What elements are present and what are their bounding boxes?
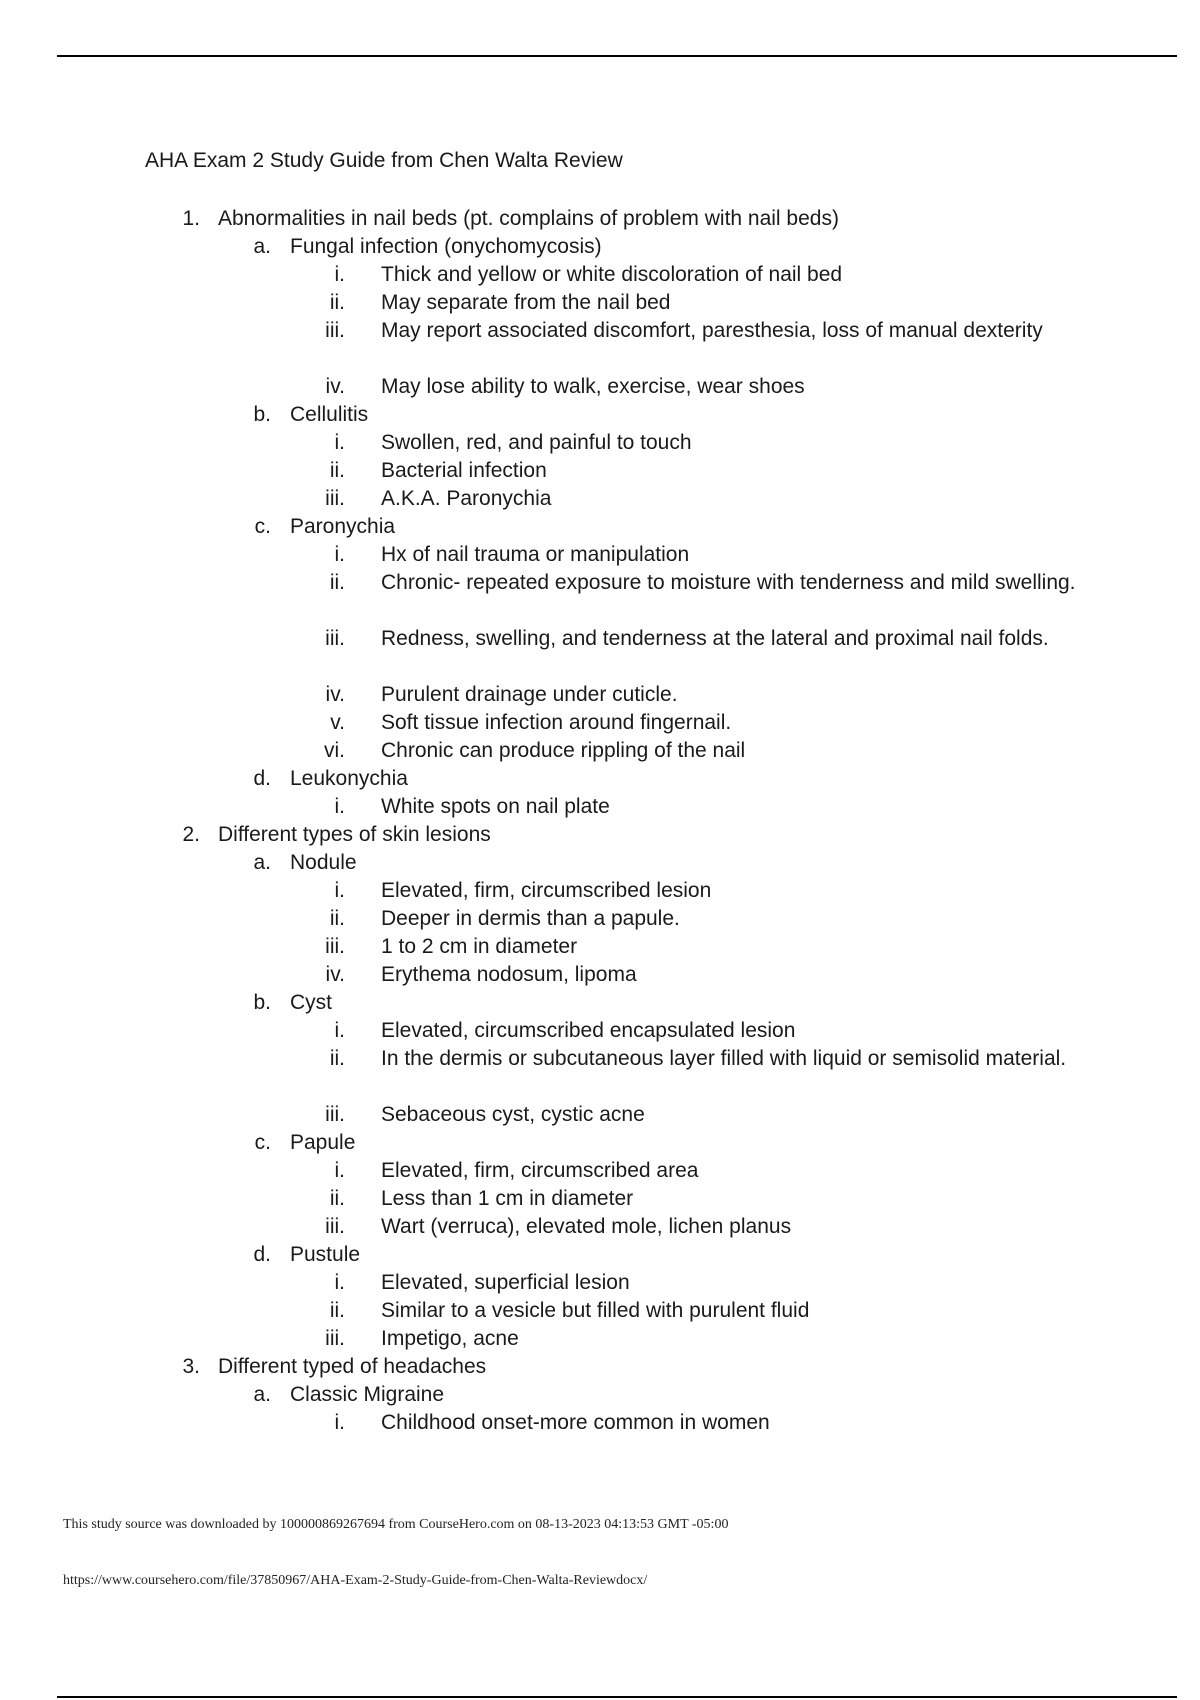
list-item-text: White spots on nail plate — [381, 795, 610, 818]
detail-item — [0, 1297, 1200, 1325]
top-rule — [57, 55, 1177, 57]
list-item-text: Different types of skin lesions — [218, 823, 491, 846]
list-marker: ii. — [329, 459, 345, 482]
detail-item — [0, 1157, 1200, 1185]
detail-item — [0, 1045, 1200, 1101]
list-marker: a. — [253, 235, 271, 258]
list-item-text: In the dermis or subcutaneous layer filled with liquid or semisolid material. — [381, 1047, 1067, 1070]
detail-item — [0, 457, 1200, 485]
list-item-text: Deeper in dermis than a papule. — [381, 907, 680, 930]
detail-item — [0, 933, 1200, 961]
list-item-text: Sebaceous cyst, cystic acne — [381, 1103, 645, 1126]
list-marker: i. — [334, 1019, 345, 1042]
list-marker: ii. — [329, 1299, 345, 1322]
list-marker: i. — [334, 431, 345, 454]
detail-item — [0, 793, 1200, 821]
detail-item — [0, 625, 1200, 681]
detail-item — [0, 1325, 1200, 1353]
list-item-text: Elevated, circumscribed encapsulated lesion — [381, 1019, 796, 1042]
list-marker: iii. — [325, 935, 345, 958]
detail-item — [0, 737, 1200, 765]
list-item-text: Nodule — [290, 851, 357, 874]
list-item-text: Paronychia — [290, 515, 396, 538]
detail-item — [0, 1017, 1200, 1045]
list-marker: i. — [334, 263, 345, 286]
list-item-text: Cellulitis — [290, 403, 369, 426]
list-item-text: Hx of nail trauma or manipulation — [381, 543, 690, 566]
list-marker: ii. — [329, 1047, 345, 1070]
list-item-text: Different typed of headaches — [218, 1355, 487, 1378]
list-item-text: Thick and yellow or white discoloration of nail bed — [381, 263, 843, 286]
list-marker: ii. — [329, 907, 345, 930]
list-item-text: Classic Migraine — [290, 1383, 445, 1406]
detail-item — [0, 429, 1200, 457]
list-item-text: Elevated, firm, circumscribed area — [381, 1159, 699, 1182]
detail-item — [0, 709, 1200, 737]
detail-item — [0, 681, 1200, 709]
detail-item — [0, 1185, 1200, 1213]
detail-item — [0, 541, 1200, 569]
list-item-text: Abnormalities in nail beds (pt. complains of problem with nail beds) — [218, 207, 839, 230]
download-source-note: This study source was downloaded by 100000869267694 from CourseHero.com on 08-13-2023 04:13:53 GMT -05:00 — [63, 1517, 729, 1532]
list-marker: 3. — [182, 1355, 200, 1378]
subsection-item — [0, 849, 1200, 877]
detail-item — [0, 261, 1200, 289]
subsection-item — [0, 1241, 1200, 1269]
list-item-text: Elevated, superficial lesion — [381, 1271, 630, 1294]
list-marker: iii. — [325, 1215, 345, 1238]
list-marker: a. — [253, 851, 271, 874]
subsection-item — [0, 1381, 1200, 1409]
list-marker: d. — [253, 1243, 271, 1266]
list-marker: a. — [253, 1383, 271, 1406]
section-item — [0, 205, 1200, 233]
list-item-text: Wart (verruca), elevated mole, lichen planus — [381, 1215, 792, 1238]
list-marker: v. — [330, 711, 345, 734]
list-item-text: Impetigo, acne — [381, 1327, 519, 1350]
list-marker: iii. — [325, 1103, 345, 1126]
list-item-text: Less than 1 cm in diameter — [381, 1187, 634, 1210]
list-marker: iii. — [325, 319, 345, 342]
list-marker: ii. — [329, 291, 345, 314]
list-marker: i. — [334, 879, 345, 902]
list-marker: 1. — [182, 207, 200, 230]
list-marker: b. — [253, 991, 271, 1014]
detail-item — [0, 1409, 1200, 1437]
detail-item — [0, 961, 1200, 989]
subsection-item — [0, 233, 1200, 261]
subsection-item — [0, 513, 1200, 541]
list-marker: iv. — [325, 375, 345, 398]
list-marker: c. — [254, 515, 271, 538]
list-marker: iv. — [325, 963, 345, 986]
detail-item — [0, 1269, 1200, 1297]
detail-item — [0, 485, 1200, 513]
list-item-text: Chronic- repeated exposure to moisture with tenderness and mild swelling. — [381, 571, 1076, 594]
list-marker: i. — [334, 1271, 345, 1294]
list-marker: ii. — [329, 1187, 345, 1210]
detail-item — [0, 1213, 1200, 1241]
detail-item — [0, 289, 1200, 317]
list-item-text: May lose ability to walk, exercise, wear shoes — [381, 375, 805, 398]
list-item-text: Pustule — [290, 1243, 361, 1266]
list-marker: iii. — [325, 627, 345, 650]
list-item-text: Elevated, firm, circumscribed lesion — [381, 879, 712, 902]
list-marker: b. — [253, 403, 271, 426]
source-url[interactable]: https://www.coursehero.com/file/37850967/AHA-Exam-2-Study-Guide-from-Chen-Walta-Reviewdocx/ — [63, 1573, 648, 1588]
list-item-text: Leukonychia — [290, 767, 408, 790]
list-item-text: Childhood onset-more common in women — [381, 1411, 770, 1434]
subsection-item — [0, 1129, 1200, 1157]
section-item — [0, 1353, 1200, 1381]
list-marker: iii. — [325, 487, 345, 510]
list-marker: c. — [254, 1131, 271, 1154]
detail-item — [0, 905, 1200, 933]
detail-item — [0, 569, 1200, 625]
list-item-text: Purulent drainage under cuticle. — [381, 683, 678, 706]
bottom-rule — [57, 1696, 1177, 1698]
subsection-item — [0, 401, 1200, 429]
subsection-item — [0, 989, 1200, 1017]
list-marker: vi. — [324, 739, 345, 762]
list-item-text: A.K.A. Paronychia — [381, 487, 552, 510]
list-item-text: Bacterial infection — [381, 459, 547, 482]
list-marker: iv. — [325, 683, 345, 706]
list-marker: i. — [334, 1411, 345, 1434]
list-item-text: Papule — [290, 1131, 356, 1154]
list-marker: ii. — [329, 571, 345, 594]
list-marker: i. — [334, 1159, 345, 1182]
subsection-item — [0, 765, 1200, 793]
list-item-text: Fungal infection (onychomycosis) — [290, 235, 602, 258]
detail-item — [0, 373, 1200, 401]
list-item-text: May report associated discomfort, paresthesia, loss of manual dexterity — [381, 319, 1043, 342]
detail-item — [0, 1101, 1200, 1129]
detail-item — [0, 317, 1200, 373]
list-item-text: Chronic can produce rippling of the nail — [381, 739, 746, 762]
list-item-text: Similar to a vesicle but filled with purulent fluid — [381, 1299, 810, 1322]
list-item-text: Erythema nodosum, lipoma — [381, 963, 637, 986]
detail-item — [0, 877, 1200, 905]
list-item-text: Redness, swelling, and tenderness at the lateral and proximal nail folds. — [381, 627, 1049, 650]
study-guide-outline — [0, 205, 1200, 1437]
list-marker: d. — [253, 767, 271, 790]
list-item-text: Swollen, red, and painful to touch — [381, 431, 692, 454]
list-item-text: Soft tissue infection around fingernail. — [381, 711, 732, 734]
list-item-text: May separate from the nail bed — [381, 291, 671, 314]
section-item — [0, 821, 1200, 849]
list-item-text: Cyst — [290, 991, 332, 1014]
document-title: AHA Exam 2 Study Guide from Chen Walta Review — [145, 149, 623, 172]
list-marker: 2. — [182, 823, 200, 846]
list-item-text: 1 to 2 cm in diameter — [381, 935, 578, 958]
list-marker: i. — [334, 543, 345, 566]
list-marker: i. — [334, 795, 345, 818]
list-marker: iii. — [325, 1327, 345, 1350]
